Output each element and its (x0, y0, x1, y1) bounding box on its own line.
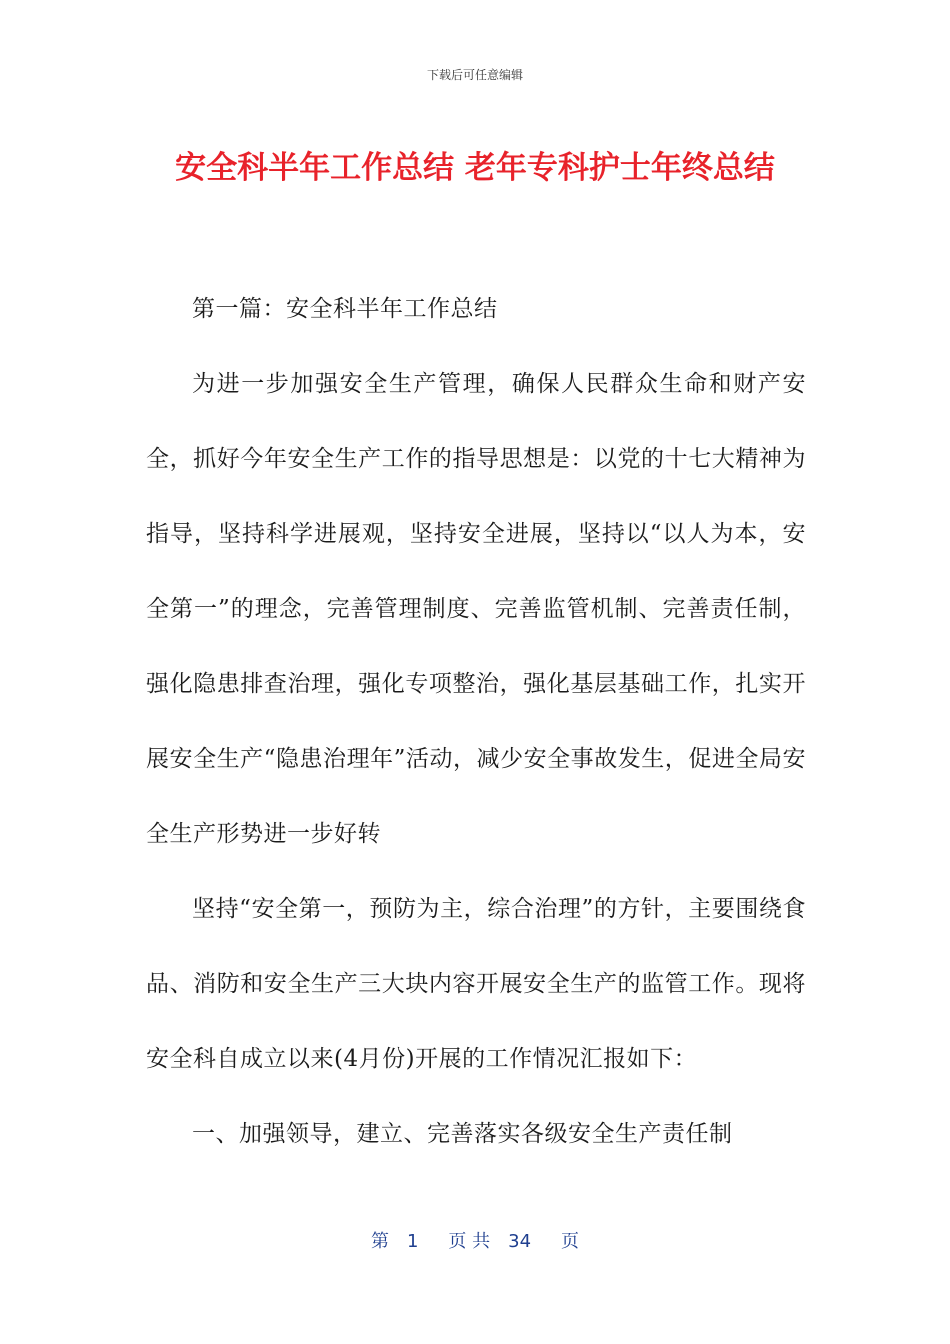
document-body (146, 272, 806, 1172)
document-title: 安全科半年工作总结 老年专科护士年终总结 (175, 150, 775, 186)
page-footer (0, 1227, 950, 1253)
page-suffix: 页 (561, 1231, 580, 1252)
page-prefix: 第 (370, 1231, 389, 1252)
total-pages: 34 (508, 1231, 532, 1252)
page-number: 1 (406, 1231, 419, 1252)
page-middle: 页 共 (448, 1231, 491, 1252)
header-note: 下载后可任意编辑 (426, 68, 523, 82)
body-paragraph: 坚持“安全第一，预防为主，综合治理”的方针，主要围绕食品、消防和安全生产三大块内容开展安全生产的监管工作。现将安全科自成立以来(4月份)开展的工作情况汇报如下： (146, 896, 806, 1072)
body-paragraph: 为进一步加强安全生产管理，确保人民群众生命和财产安全，抓好今年安全生产工作的指导思想是：以党的十七大精神为指导，坚持科学进展观，坚持安全进展，坚持以“以人为本，安全第一”的理念，完善管理制度、完善监管机制、完善责任制，强化隐患排查治理，强化专项整治，强化基层基础工作，扎实开展安全生产“隐患治理年”活动，减少安全事故发生，促进全局安全生产形势进一步好转 (146, 371, 806, 847)
subsection-heading: 一、加强领导，建立、完善落实各级安全生产责任制 (192, 1121, 733, 1147)
section-heading: 第一篇：安全科半年工作总结 (192, 296, 498, 322)
